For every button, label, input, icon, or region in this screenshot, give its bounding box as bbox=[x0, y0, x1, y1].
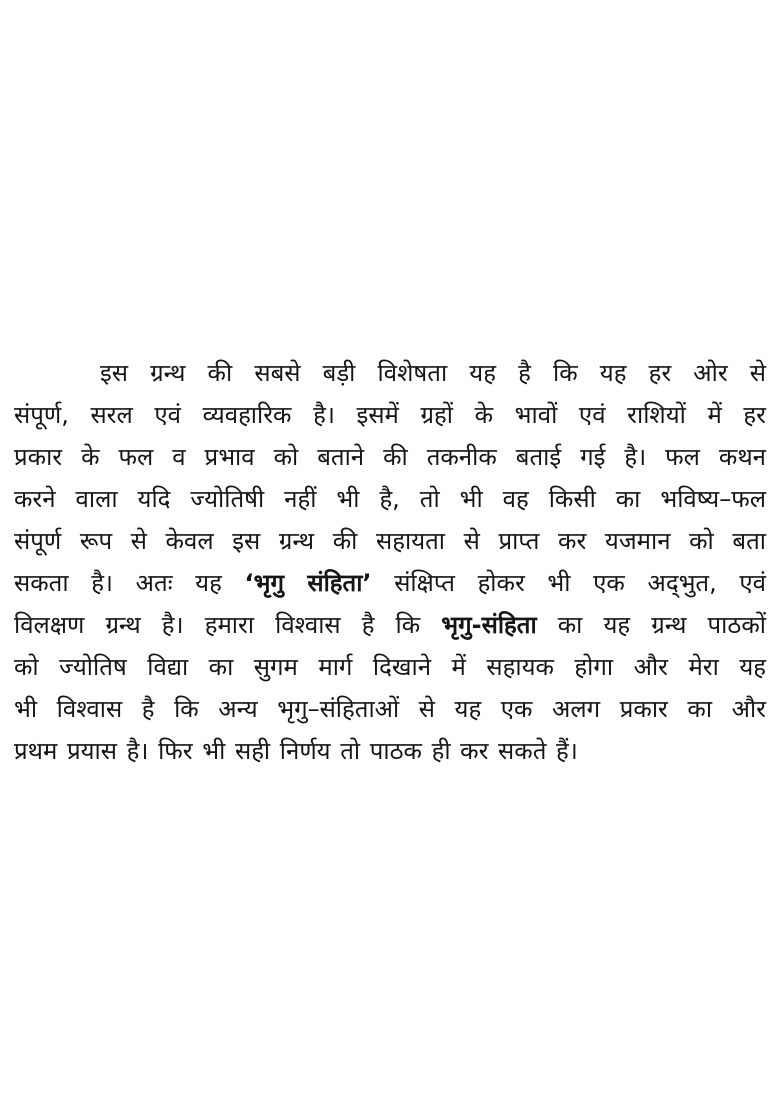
paragraph bbox=[14, 352, 766, 772]
bhrigu-samhita-title: भृगु-संहिता bbox=[441, 611, 537, 639]
paragraph-line-10: प्रथम प्रयास है। फिर भी सही निर्णय तो पाठक ही कर सकते हैं। bbox=[14, 737, 578, 765]
bhrigu-samhita-title-quoted: ‘भृगु संहिता’ bbox=[244, 569, 372, 597]
paragraph-line-6 bbox=[14, 562, 766, 604]
paragraph-line-7 bbox=[14, 604, 766, 646]
line-7-text-after: का यह ग्रन्थ पाठकों bbox=[536, 611, 766, 639]
line-6-text-before: सकता है। अतः यह bbox=[14, 569, 245, 597]
paragraph-line-2: संपूर्ण, सरल एवं व्यवहारिक है। इसमें ग्रहों के भावों एवं राशियों में हर bbox=[14, 401, 766, 429]
paragraph-line-3: प्रकार के फल व प्रभाव को बताने की तकनीक बताई गई है। फल कथन bbox=[14, 443, 766, 471]
paragraph-line-4: करने वाला यदि ज्योतिषी नहीं भी है, तो भी वह किसी का भविष्य–फल bbox=[14, 485, 766, 513]
paragraph-line-5: संपूर्ण रूप से केवल इस ग्रन्थ की सहायता से प्राप्त कर यजमान को बता bbox=[14, 527, 766, 555]
paragraph-line-9: भी विश्वास है कि अन्य भृगु–संहिताओं से यह एक अलग प्रकार का और bbox=[14, 695, 766, 723]
line-7-text-before: विलक्षण ग्रन्थ है। हमारा विश्वास है कि bbox=[14, 611, 442, 639]
paragraph-line-1: इस ग्रन्थ की सबसे बड़ी विशेषता यह है कि यह हर ओर से bbox=[100, 359, 766, 387]
line-6-text-after: संक्षिप्त होकर भी एक अद्‌भुत, एवं bbox=[371, 569, 767, 597]
paragraph-line-8: को ज्योतिष विद्या का सुगम मार्ग दिखाने में सहायक होगा और मेरा यह bbox=[14, 653, 766, 681]
